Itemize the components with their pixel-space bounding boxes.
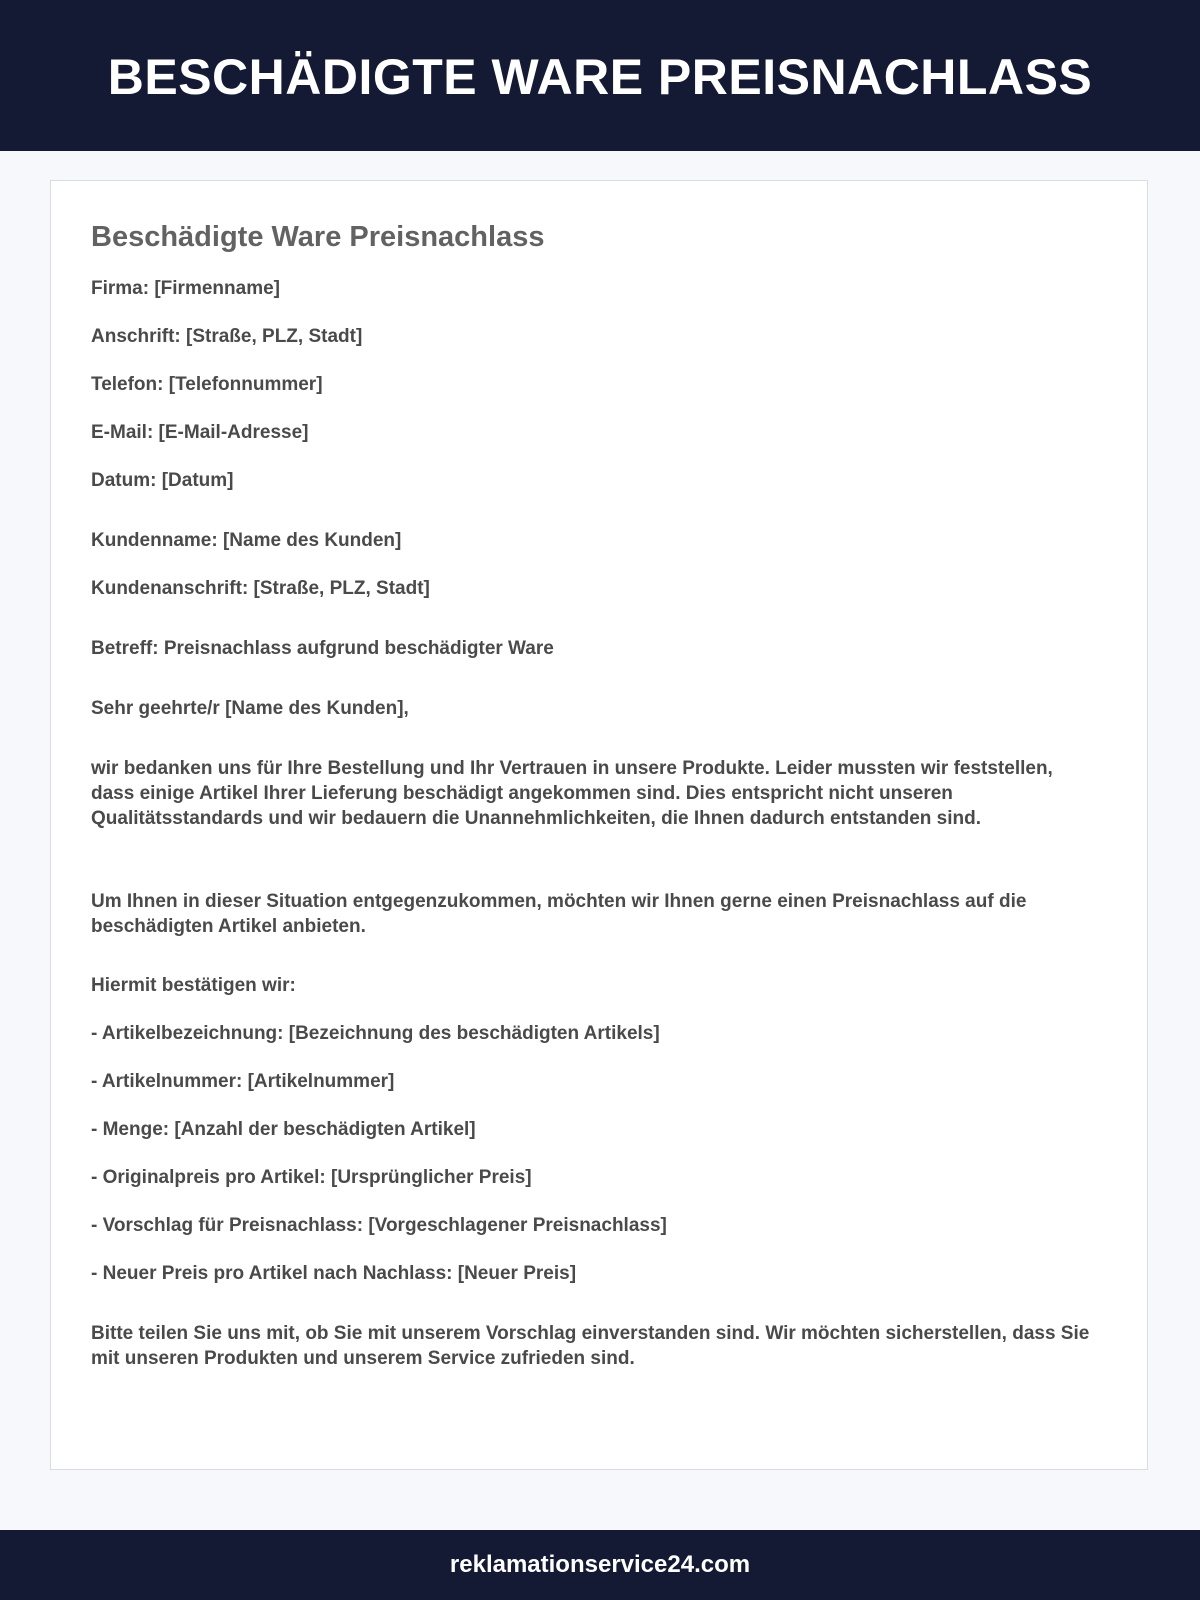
list-item-original-price: - Originalpreis pro Artikel: [Ursprünglicher Preis] [91,1167,532,1188]
list-item-article-number: - Artikelnummer: [Artikelnummer] [91,1071,395,1092]
sender-company: Firma: [Firmenname] [91,278,280,299]
salutation: Sehr geehrte/r [Name des Kunden], [91,698,409,719]
top-banner [0,0,1200,151]
body-paragraph-3: Bitte teilen Sie uns mit, ob Sie mit unserem Vorschlag einverstanden sind. Wir möchten sicherstellen, dass Sie mit unseren Produkten und unserem Service zufrieden sind. [91,1323,1090,1369]
footer-site-link[interactable]: reklamationservice24.com [449,1551,751,1578]
list-item-discount-proposal: - Vorschlag für Preisnachlass: [Vorgeschlagener Preisnachlass] [91,1215,667,1236]
sender-email: E-Mail: [E-Mail-Adresse] [91,422,309,443]
list-item-article-name: - Artikelbezeichnung: [Bezeichnung des beschädigten Artikels] [91,1023,660,1044]
list-item-new-price: - Neuer Preis pro Artikel nach Nachlass: [Neuer Preis] [91,1263,577,1284]
confirm-intro: Hiermit bestätigen wir: [91,975,296,996]
document-card [50,180,1148,1470]
body-paragraph-1: wir bedanken uns für Ihre Bestellung und Ihr Vertrauen in unsere Produkte. Leider mussten wir feststellen, dass einige Artikel Ihrer Lieferung beschädigt angekommen sind. Dies entspricht nicht unseren Qualitätsstandards und wir bedauern die Unannehmlichkeiten, die Ihnen dadurch entstanden sind. [91,758,1053,829]
subject-line: Betreff: Preisnachlass aufgrund beschädigter Ware [91,638,554,659]
document-heading: Beschädigte Ware Preisnachlass [91,221,545,253]
customer-address: Kundenanschrift: [Straße, PLZ, Stadt] [91,578,430,599]
sender-phone: Telefon: [Telefonnummer] [91,374,323,395]
footer [0,1530,1200,1600]
list-item-quantity: - Menge: [Anzahl der beschädigten Artikel] [91,1119,476,1140]
letter-date: Datum: [Datum] [91,470,234,491]
body-paragraph-2: Um Ihnen in dieser Situation entgegenzukommen, möchten wir Ihnen gerne einen Preisnachlass auf die beschädigten Artikel anbieten. [91,891,1027,937]
customer-name: Kundenname: [Name des Kunden] [91,530,402,551]
sender-address: Anschrift: [Straße, PLZ, Stadt] [91,326,363,347]
banner-title: BESCHÄDIGTE WARE PREISNACHLASS [107,48,1093,105]
